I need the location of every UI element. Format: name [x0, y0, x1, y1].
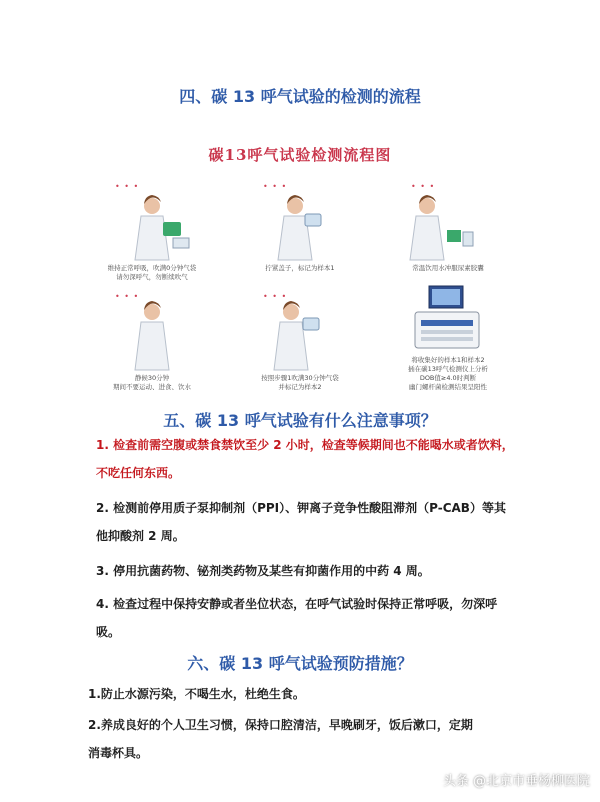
step-dots: • • • [115, 292, 140, 301]
breath-analyzer-device-illustration [381, 282, 515, 354]
step-dots: • • • [263, 292, 288, 301]
flow-step-3 [381, 182, 515, 290]
nurse-drinking-illustration [381, 182, 515, 262]
precaution-item-1 [96, 431, 516, 487]
step-dots: • • • [263, 182, 288, 191]
step-caption-line: 幽门螺杆菌检测结果呈阳性 [409, 383, 487, 391]
nurse-waiting-illustration [85, 292, 219, 372]
prevention-item-2-line1: 2.养成良好的个人卫生习惯，保持口腔清洁，早晚刷牙，饭后漱口，定期 [88, 718, 473, 732]
flow-step-2 [233, 182, 367, 290]
flowchart [85, 138, 515, 404]
prevention-item-2-line2: 消毒杯具。 [88, 746, 149, 760]
precaution-item-1-line2: 不吃任何东西。 [96, 466, 181, 480]
precaution-item-3 [96, 557, 516, 585]
flow-step-1 [85, 182, 219, 290]
precaution-item-4-line2: 吸。 [96, 625, 121, 639]
flow-step-4 [85, 292, 219, 400]
step-caption-line: 将收集好的样本1和样本2 [411, 356, 485, 364]
step-caption-line: 请勿深呼气，勿断续吹气 [116, 273, 188, 281]
step-dots: • • • [115, 182, 140, 191]
step-caption-line: 维持正常呼吸，吹满0分钟气袋 [107, 264, 197, 272]
precaution-item-1-line1: 1. 检查前需空腹或禁食禁饮至少 2 小时，检查等候期间也不能喝水或者饮料， [96, 438, 514, 452]
flowchart-title: 碳13呼气试验检测流程图 [208, 146, 392, 164]
step-caption-line: 静候30分钟 [134, 374, 170, 382]
nurse-blowing-second-bag-illustration [233, 292, 367, 372]
source-watermark: 头条 @北京市垂杨柳医院 [442, 774, 590, 789]
precaution-item-2 [96, 494, 516, 550]
step-caption-line: 期间不要运动、进食、饮水 [113, 383, 191, 391]
step-caption-line: 常温饮用水冲服尿素胶囊 [412, 264, 484, 272]
step-caption-line: 并标记为样本2 [278, 383, 322, 391]
flow-step-6 [381, 282, 515, 404]
section-5-title: 五、碳 13 呼气试验有什么注意事项？ [163, 411, 437, 430]
prevention-item-2 [88, 711, 508, 767]
prevention-item-1-line1: 1.防止水源污染，不喝生水，杜绝生食。 [88, 687, 305, 701]
step-caption-line: DOB值≥4.0时判断 [419, 374, 477, 382]
flow-step-5 [233, 292, 367, 400]
precaution-item-4-line1: 4. 检查过程中保持安静或者坐位状态，在呼气试验时保持正常呼吸，勿深呼 [96, 597, 498, 611]
nurse-blowing-bag-illustration [85, 182, 219, 262]
section-6-title: 六、碳 13 呼气试验预防措施？ [187, 654, 413, 673]
prevention-item-1 [88, 680, 508, 708]
precaution-item-2-line2: 他抑酸剂 2 周。 [96, 529, 185, 543]
step-dots: • • • [411, 182, 436, 191]
section-4-title: 四、碳 13 呼气试验的检测的流程 [179, 87, 421, 106]
step-caption-line: 拧紧盖子，标记为样本1 [265, 264, 335, 272]
precaution-item-4 [96, 590, 516, 646]
precaution-item-3-line1: 3. 停用抗菌药物、铋剂类药物及某些有抑菌作用的中药 4 周。 [96, 564, 430, 578]
step-caption-line: 插在碳13呼气检测仪上分析 [408, 365, 488, 373]
step-caption-line: 按照步骤1吹满30分钟气袋 [261, 374, 339, 382]
precaution-item-2-line1: 2. 检测前停用质子泵抑制剂（PPI）、钾离子竞争性酸阻滞剂（P-CAB）等其 [96, 501, 506, 515]
nurse-capping-bag-illustration [233, 182, 367, 262]
